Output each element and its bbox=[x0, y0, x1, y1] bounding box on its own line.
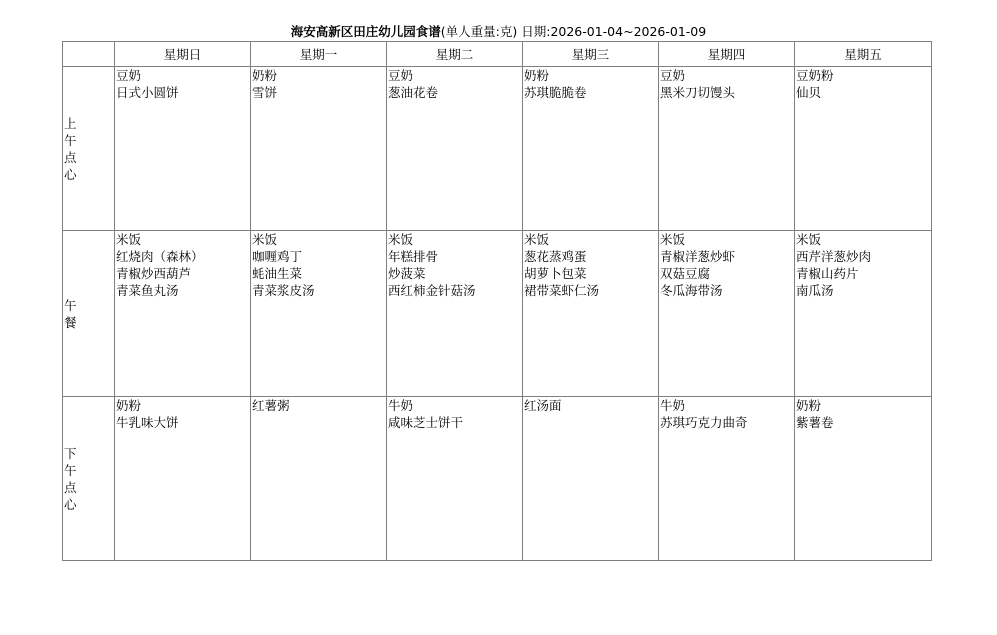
menu-item: 苏琪脆脆卷 bbox=[524, 85, 587, 100]
menu-cell bbox=[523, 67, 659, 231]
menu-item: 米饭 bbox=[524, 232, 550, 247]
menu-item: 米饭 bbox=[660, 232, 686, 247]
menu-cell bbox=[251, 231, 387, 397]
menu-cell bbox=[115, 67, 251, 231]
menu-cell bbox=[387, 231, 523, 397]
menu-item: 葱油花卷 bbox=[388, 85, 439, 100]
menu-item: 红汤面 bbox=[524, 398, 562, 413]
menu-cell bbox=[795, 67, 932, 231]
title-date-range: (单人重量:克) 日期:2026-01-04~2026-01-09 bbox=[440, 24, 707, 39]
day-header-tuesday: 星期二 bbox=[387, 42, 523, 67]
menu-item: 奶粉 bbox=[796, 398, 822, 413]
menu-item: 米饭 bbox=[796, 232, 822, 247]
menu-item: 咖喱鸡丁 bbox=[252, 249, 303, 264]
menu-item: 青椒炒西葫芦 bbox=[116, 266, 192, 281]
row-label-lunch: 午餐 bbox=[63, 231, 115, 397]
menu-cell bbox=[523, 231, 659, 397]
menu-item: 奶粉 bbox=[524, 68, 550, 83]
menu-item: 葱花蒸鸡蛋 bbox=[524, 249, 587, 264]
menu-cell bbox=[251, 67, 387, 231]
row-label-morning-snack: 上午点心 bbox=[63, 67, 115, 231]
menu-item: 牛奶 bbox=[660, 398, 686, 413]
menu-item: 冬瓜海带汤 bbox=[660, 283, 723, 298]
menu-item: 豆奶 bbox=[116, 68, 142, 83]
menu-item: 红烧肉（森林） bbox=[116, 249, 204, 264]
menu-cell bbox=[523, 397, 659, 561]
menu-item: 豆奶 bbox=[388, 68, 414, 83]
menu-item: 青菜浆皮汤 bbox=[252, 283, 315, 298]
menu-item: 炒菠菜 bbox=[388, 266, 426, 281]
row-afternoon-snack bbox=[63, 397, 932, 561]
menu-item: 米饭 bbox=[252, 232, 278, 247]
menu-item: 青椒山药片 bbox=[796, 266, 859, 281]
menu-cell bbox=[387, 397, 523, 561]
menu-item: 青菜鱼丸汤 bbox=[116, 283, 179, 298]
menu-cell bbox=[659, 397, 795, 561]
menu-item: 黑米刀切馒头 bbox=[660, 85, 736, 100]
weekly-menu-table bbox=[62, 41, 932, 561]
header-row bbox=[63, 42, 932, 67]
menu-item: 牛乳味大饼 bbox=[116, 415, 179, 430]
title-school-name: 海安高新区田庄幼儿园食谱 bbox=[290, 24, 441, 39]
menu-cell bbox=[659, 67, 795, 231]
menu-item: 豆奶粉 bbox=[796, 68, 834, 83]
menu-item: 西芹洋葱炒肉 bbox=[796, 249, 872, 264]
row-label-afternoon-snack: 下午点心 bbox=[63, 397, 115, 561]
day-header-thursday: 星期四 bbox=[659, 42, 795, 67]
menu-item: 咸味芝士饼干 bbox=[388, 415, 464, 430]
menu-item: 双菇豆腐 bbox=[660, 266, 711, 281]
menu-cell bbox=[115, 397, 251, 561]
menu-item: 红薯粥 bbox=[252, 398, 290, 413]
day-header-sunday: 星期日 bbox=[115, 42, 251, 67]
menu-item: 青椒洋葱炒虾 bbox=[660, 249, 736, 264]
menu-item: 牛奶 bbox=[388, 398, 414, 413]
day-header-friday: 星期五 bbox=[795, 42, 932, 67]
day-header-wednesday: 星期三 bbox=[523, 42, 659, 67]
menu-item: 西红柿金针菇汤 bbox=[388, 283, 476, 298]
menu-item: 雪饼 bbox=[252, 85, 278, 100]
menu-item: 蚝油生菜 bbox=[252, 266, 303, 281]
menu-item: 仙贝 bbox=[796, 85, 822, 100]
menu-item: 胡萝卜包菜 bbox=[524, 266, 587, 281]
menu-item: 奶粉 bbox=[252, 68, 278, 83]
menu-item: 南瓜汤 bbox=[796, 283, 834, 298]
menu-cell bbox=[115, 231, 251, 397]
menu-cell bbox=[795, 397, 932, 561]
row-lunch bbox=[63, 231, 932, 397]
menu-item: 米饭 bbox=[388, 232, 414, 247]
corner-cell bbox=[63, 42, 115, 67]
menu-item: 裙带菜虾仁汤 bbox=[524, 283, 600, 298]
row-morning-snack bbox=[63, 67, 932, 231]
menu-item: 紫薯卷 bbox=[796, 415, 834, 430]
menu-cell bbox=[387, 67, 523, 231]
menu-item: 米饭 bbox=[116, 232, 142, 247]
menu-item: 日式小圆饼 bbox=[116, 85, 179, 100]
menu-cell bbox=[659, 231, 795, 397]
menu-item: 苏琪巧克力曲奇 bbox=[660, 415, 748, 430]
menu-item: 年糕排骨 bbox=[388, 249, 439, 264]
day-header-monday: 星期一 bbox=[251, 42, 387, 67]
menu-cell bbox=[251, 397, 387, 561]
menu-cell bbox=[795, 231, 932, 397]
menu-item: 豆奶 bbox=[660, 68, 686, 83]
page-title bbox=[0, 24, 997, 40]
menu-item: 奶粉 bbox=[116, 398, 142, 413]
